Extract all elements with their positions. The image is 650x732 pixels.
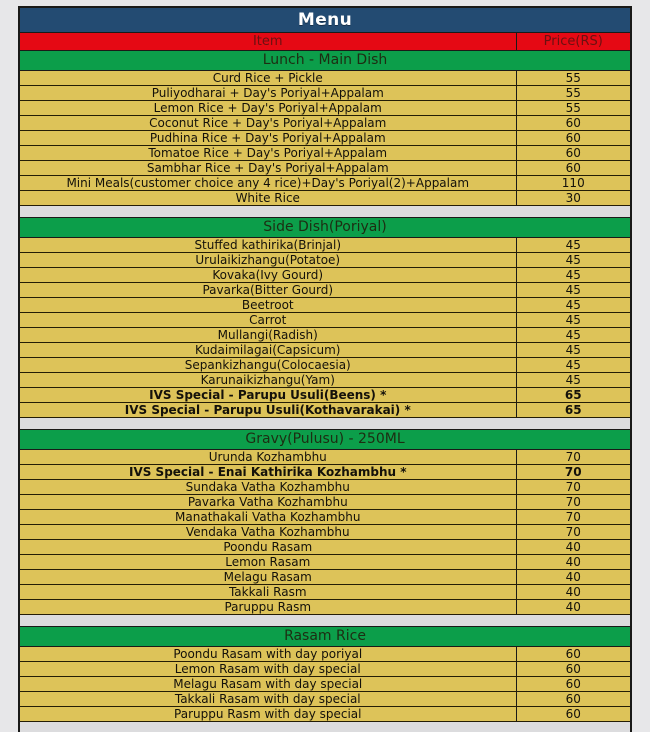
menu-item-name: IVS Special - Enai Kathirika Kozhambhu * — [19, 465, 516, 480]
menu-item-price: 60 — [516, 116, 631, 131]
menu-item-name: White Rice — [19, 191, 516, 206]
menu-item-name: Sambhar Rice + Day's Poriyal+Appalam — [19, 161, 516, 176]
section-header-row — [19, 430, 631, 450]
menu-item-row — [19, 71, 631, 86]
menu-item-row — [19, 585, 631, 600]
menu-item-row — [19, 647, 631, 662]
menu-item-row — [19, 555, 631, 570]
menu-item-price: 40 — [516, 600, 631, 615]
menu-item-name: Kovaka(Ivy Gourd) — [19, 268, 516, 283]
menu-item-price: 60 — [516, 131, 631, 146]
menu-item-row — [19, 677, 631, 692]
menu-item-row — [19, 253, 631, 268]
menu-item-row — [19, 480, 631, 495]
menu-item-name: Vendaka Vatha Kozhambhu — [19, 525, 516, 540]
menu-item-name: Pavarka Vatha Kozhambhu — [19, 495, 516, 510]
menu-item-name: Lemon Rasam with day special — [19, 662, 516, 677]
menu-item-price: 60 — [516, 677, 631, 692]
menu-item-price: 45 — [516, 373, 631, 388]
menu-item-price: 60 — [516, 692, 631, 707]
menu-item-price: 65 — [516, 403, 631, 418]
menu-item-name: Mullangi(Radish) — [19, 328, 516, 343]
menu-item-name: Stuffed kathirika(Brinjal) — [19, 238, 516, 253]
menu-table — [18, 6, 632, 732]
menu-item-row — [19, 268, 631, 283]
menu-item-row — [19, 662, 631, 677]
menu-item-price: 70 — [516, 480, 631, 495]
menu-item-row — [19, 540, 631, 555]
section-spacer-row — [19, 615, 631, 627]
menu-item-row — [19, 191, 631, 206]
menu-item-row — [19, 161, 631, 176]
menu-item-name: Kudaimilagai(Capsicum) — [19, 343, 516, 358]
menu-title: Menu — [19, 7, 631, 33]
section-heading: Lunch - Main Dish — [19, 51, 631, 71]
menu-item-price: 45 — [516, 283, 631, 298]
menu-item-price: 70 — [516, 525, 631, 540]
menu-item-price: 60 — [516, 146, 631, 161]
menu-item-row — [19, 692, 631, 707]
section-heading: Rasam Rice — [19, 627, 631, 647]
menu-item-name: Lemon Rasam — [19, 555, 516, 570]
menu-item-price: 40 — [516, 585, 631, 600]
menu-item-row — [19, 358, 631, 373]
menu-item-price: 70 — [516, 495, 631, 510]
menu-item-price: 55 — [516, 101, 631, 116]
menu-item-row — [19, 176, 631, 191]
menu-item-price: 40 — [516, 555, 631, 570]
menu-item-price: 60 — [516, 662, 631, 677]
menu-item-row — [19, 388, 631, 403]
section-heading: Gravy(Pulusu) - 250ML — [19, 430, 631, 450]
menu-item-name: Takkali Rasm — [19, 585, 516, 600]
menu-item-price: 110 — [516, 176, 631, 191]
menu-item-name: IVS Special - Parupu Usuli(Beens) * — [19, 388, 516, 403]
menu-item-row — [19, 238, 631, 253]
menu-item-price: 70 — [516, 450, 631, 465]
section-spacer-cell — [19, 418, 631, 430]
menu-item-price: 60 — [516, 707, 631, 722]
menu-item-price: 45 — [516, 268, 631, 283]
section-spacer-cell — [19, 206, 631, 218]
menu-item-row — [19, 146, 631, 161]
menu-item-price: 55 — [516, 86, 631, 101]
menu-item-name: Sundaka Vatha Kozhambhu — [19, 480, 516, 495]
section-header-row — [19, 627, 631, 647]
menu-item-row — [19, 570, 631, 585]
menu-item-row — [19, 373, 631, 388]
menu-item-name: Coconut Rice + Day's Poriyal+Appalam — [19, 116, 516, 131]
menu-item-name: Poondu Rasam — [19, 540, 516, 555]
menu-item-name: Paruppu Rasm with day special — [19, 707, 516, 722]
menu-item-row — [19, 343, 631, 358]
menu-item-price: 70 — [516, 465, 631, 480]
menu-item-row — [19, 403, 631, 418]
menu-item-row — [19, 450, 631, 465]
menu-item-price: 45 — [516, 298, 631, 313]
menu-item-price: 30 — [516, 191, 631, 206]
menu-item-name: Beetroot — [19, 298, 516, 313]
table-bottom-cap — [19, 722, 631, 732]
menu-item-name: Lemon Rice + Day's Poriyal+Appalam — [19, 101, 516, 116]
menu-item-row — [19, 707, 631, 722]
menu-item-row — [19, 525, 631, 540]
menu-item-row — [19, 283, 631, 298]
menu-item-row — [19, 495, 631, 510]
menu-item-price: 70 — [516, 510, 631, 525]
menu-item-price: 45 — [516, 343, 631, 358]
menu-item-price: 65 — [516, 388, 631, 403]
menu-item-name: Puliyodharai + Day's Poriyal+Appalam — [19, 86, 516, 101]
column-header-price: Price(RS) — [516, 33, 631, 51]
menu-title-row — [19, 7, 631, 33]
menu-item-name: Tomatoe Rice + Day's Poriyal+Appalam — [19, 146, 516, 161]
menu-item-name: Mini Meals(customer choice any 4 rice)+Day's Poriyal(2)+Appalam — [19, 176, 516, 191]
section-heading: Side Dish(Poriyal) — [19, 218, 631, 238]
menu-item-row — [19, 298, 631, 313]
menu-item-price: 45 — [516, 328, 631, 343]
menu-item-row — [19, 313, 631, 328]
menu-item-row — [19, 101, 631, 116]
menu-item-name: Curd Rice + Pickle — [19, 71, 516, 86]
menu-item-name: Urulaikizhangu(Potatoe) — [19, 253, 516, 268]
menu-item-row — [19, 465, 631, 480]
menu-item-price: 40 — [516, 570, 631, 585]
table-bottom-cap-cell — [19, 722, 631, 732]
menu-item-name: IVS Special - Parupu Usuli(Kothavarakai) * — [19, 403, 516, 418]
menu-item-name: Pavarka(Bitter Gourd) — [19, 283, 516, 298]
section-spacer-cell — [19, 615, 631, 627]
menu-item-row — [19, 328, 631, 343]
menu-item-name: Poondu Rasam with day poriyal — [19, 647, 516, 662]
menu-item-price: 45 — [516, 238, 631, 253]
section-spacer-row — [19, 206, 631, 218]
menu-item-name: Pudhina Rice + Day's Poriyal+Appalam — [19, 131, 516, 146]
menu-item-price: 45 — [516, 313, 631, 328]
menu-item-row — [19, 116, 631, 131]
menu-item-price: 60 — [516, 647, 631, 662]
column-header-row — [19, 33, 631, 51]
section-header-row — [19, 51, 631, 71]
menu-item-name: Takkali Rasam with day special — [19, 692, 516, 707]
menu-item-name: Paruppu Rasm — [19, 600, 516, 615]
menu-item-name: Melagu Rasam — [19, 570, 516, 585]
menu-item-row — [19, 510, 631, 525]
menu-item-name: Urunda Kozhambhu — [19, 450, 516, 465]
menu-item-price: 40 — [516, 540, 631, 555]
menu-item-price: 55 — [516, 71, 631, 86]
section-header-row — [19, 218, 631, 238]
menu-table-body — [19, 7, 631, 732]
menu-item-name: Karunaikizhangu(Yam) — [19, 373, 516, 388]
menu-item-price: 45 — [516, 358, 631, 373]
menu-item-name: Sepankizhangu(Colocaesia) — [19, 358, 516, 373]
menu-item-price: 60 — [516, 161, 631, 176]
menu-item-name: Carrot — [19, 313, 516, 328]
menu-item-row — [19, 86, 631, 101]
section-spacer-row — [19, 418, 631, 430]
menu-item-row — [19, 131, 631, 146]
menu-item-price: 45 — [516, 253, 631, 268]
menu-item-name: Manathakali Vatha Kozhambhu — [19, 510, 516, 525]
menu-item-name: Melagu Rasam with day special — [19, 677, 516, 692]
column-header-item: Item — [19, 33, 516, 51]
menu-item-row — [19, 600, 631, 615]
